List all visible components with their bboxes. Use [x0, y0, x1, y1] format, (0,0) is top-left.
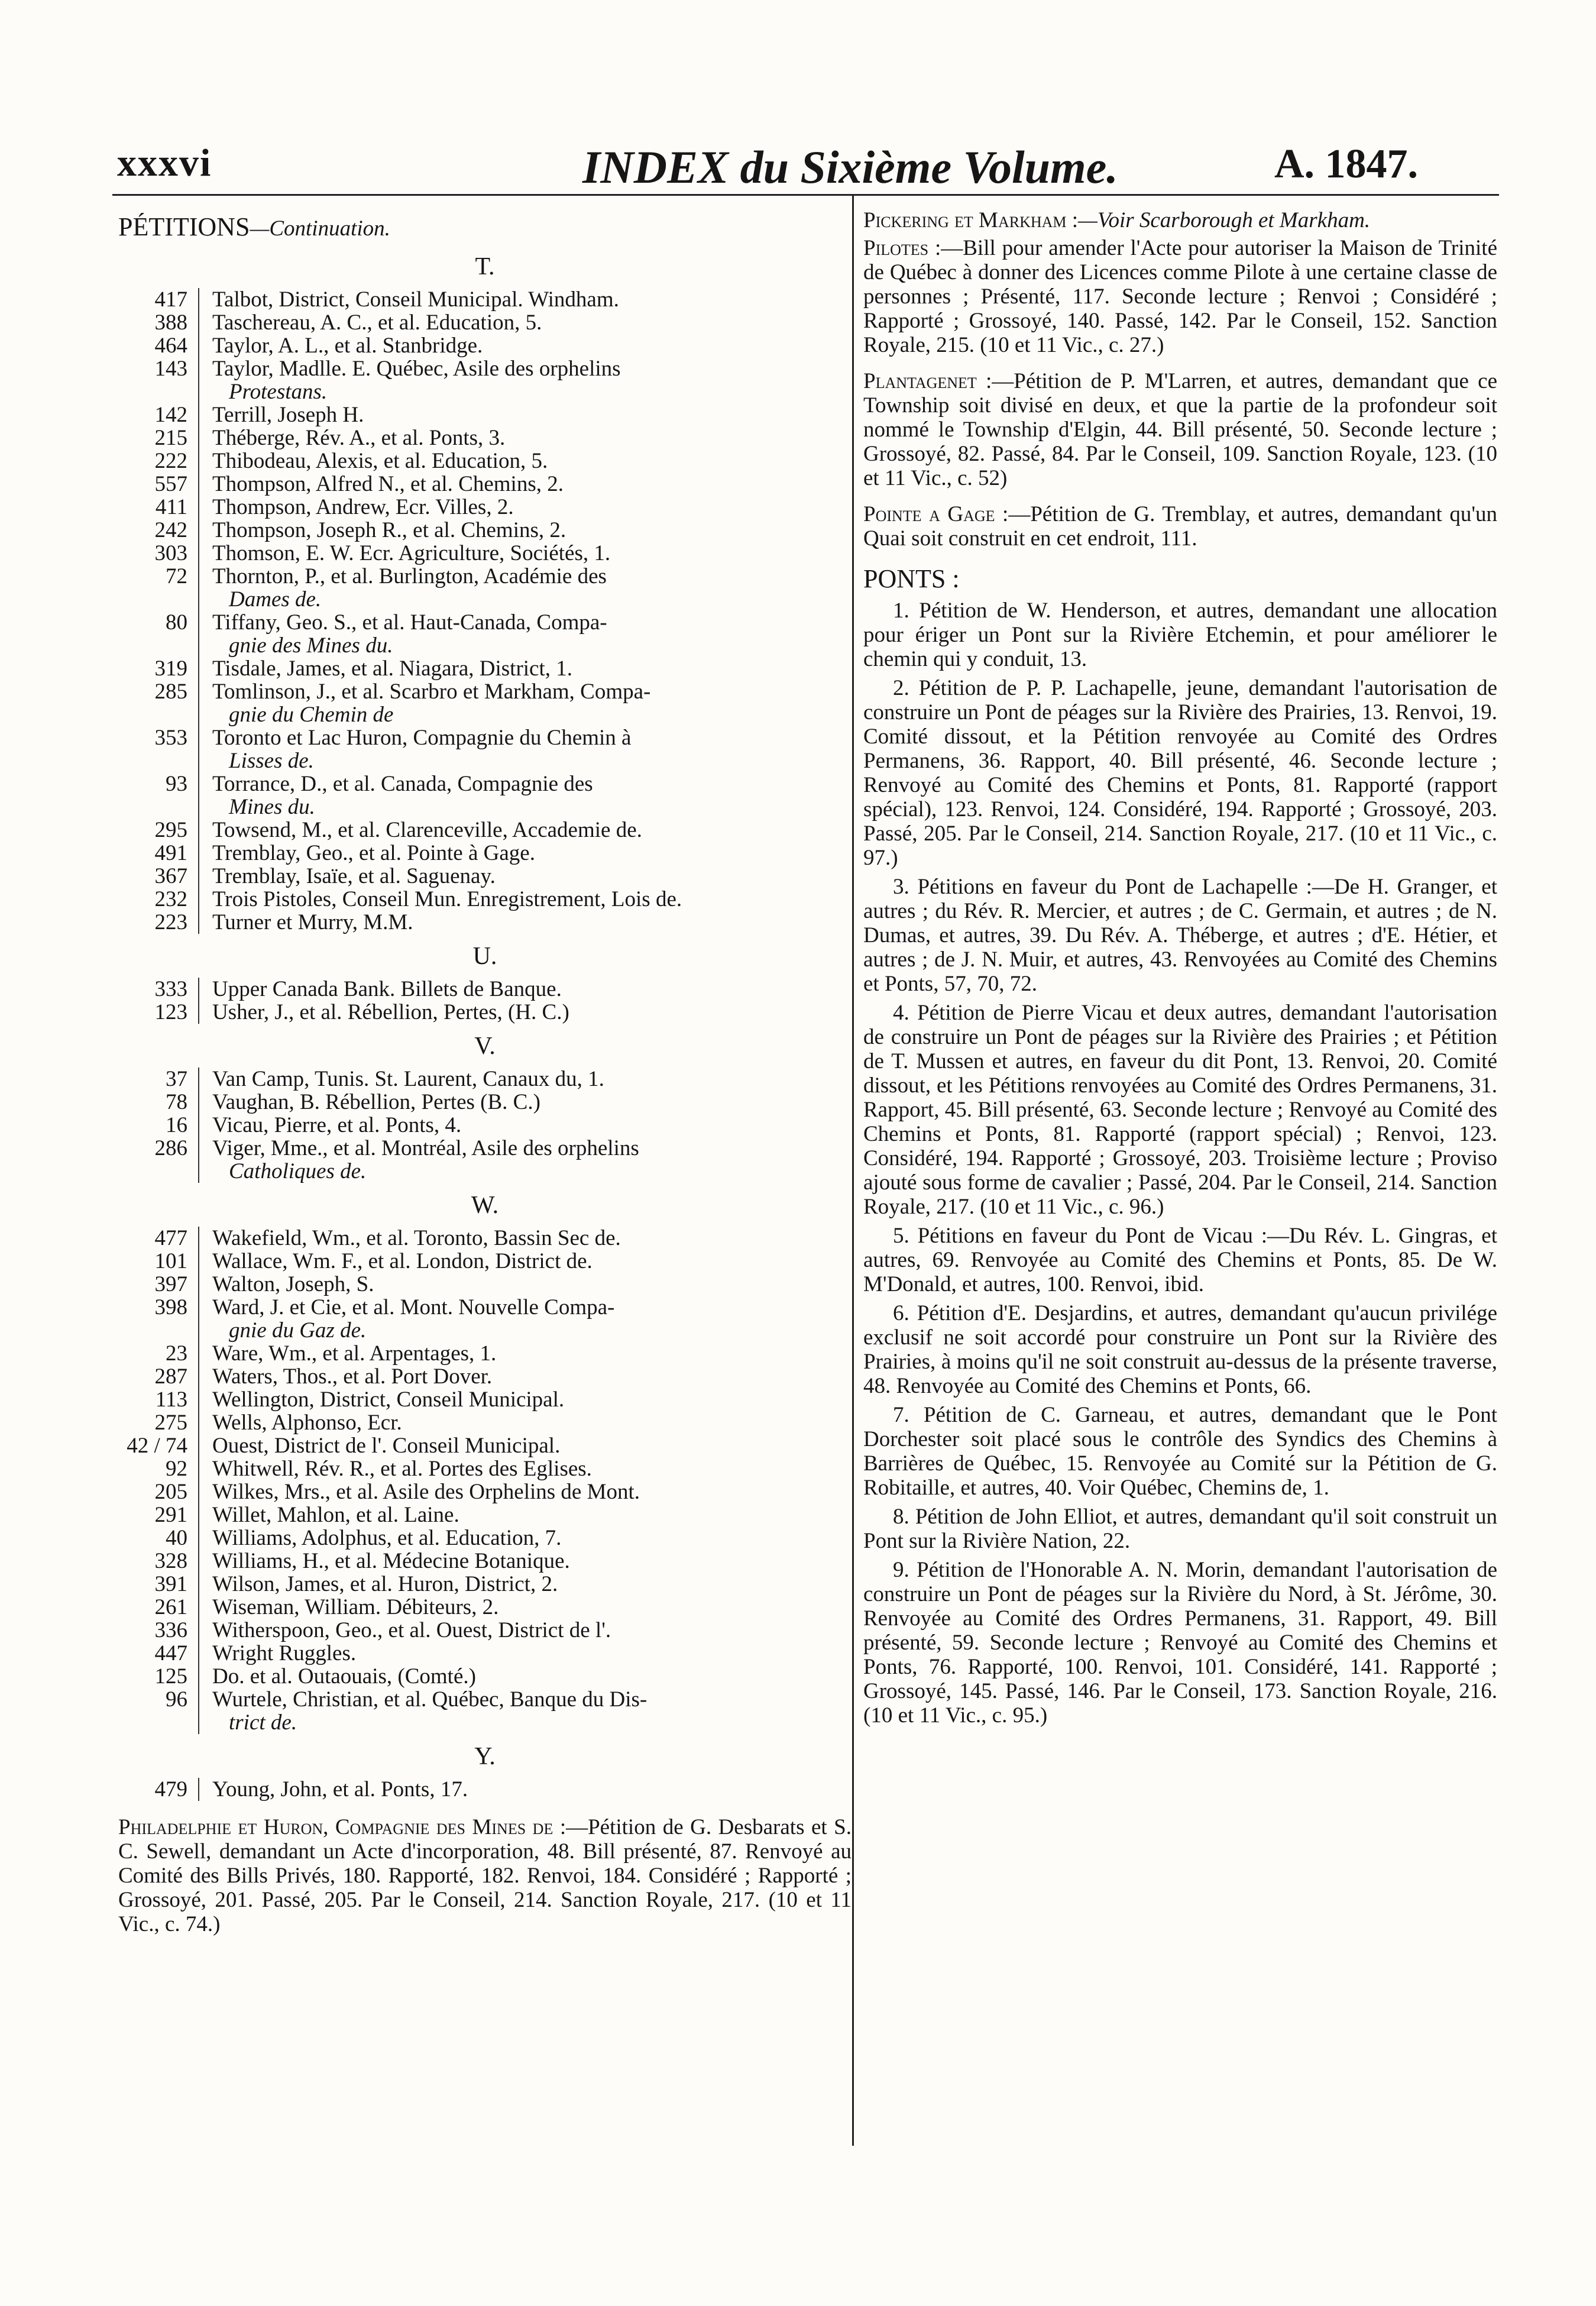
petitioner — [198, 1573, 852, 1596]
entry-text: Terrill, Joseph H. — [212, 403, 364, 427]
index-row — [118, 1596, 852, 1619]
entry-text: Wilkes, Mrs., et al. Asile des Orphelins de Mont. — [212, 1480, 640, 1504]
index-row — [118, 1388, 852, 1411]
page-ref: 232 — [154, 887, 187, 911]
petitioner — [198, 1068, 852, 1091]
page-title: INDEX du Sixième Volume. — [582, 141, 1118, 193]
petitioner — [198, 1273, 852, 1296]
entry-text: Thomson, E. W. Ecr. Agriculture, Sociétés, 1. — [212, 541, 611, 565]
index-row — [118, 473, 852, 496]
index-row — [118, 1001, 852, 1024]
page-ref: 291 — [154, 1503, 187, 1527]
index-row — [118, 1550, 852, 1573]
petitioner — [198, 565, 852, 611]
entry-text: Turner et Murry, M.M. — [212, 910, 413, 934]
page-ref: 261 — [154, 1595, 187, 1619]
petitioner — [198, 288, 852, 311]
entry-text: Toronto et Lac Huron, Compagnie du Chemin à — [212, 726, 632, 750]
entry-text: Vaughan, B. Rébellion, Pertes (B. C.) — [212, 1090, 540, 1114]
index-row — [118, 888, 852, 911]
petitioner — [198, 842, 852, 865]
ponts-item: 8. Pétition de John Elliot, et autres, demandant qu'il soit construit un Pont sur la Rivière Nation, 22. — [863, 1505, 1497, 1553]
page-ref: 275 — [154, 1411, 187, 1435]
page-ref: 303 — [154, 541, 187, 565]
petitioner — [198, 611, 852, 657]
page-ref: 391 — [154, 1572, 187, 1596]
petitioner — [198, 311, 852, 334]
entry-text: Upper Canada Bank. Billets de Banque. — [212, 977, 562, 1001]
petitioner — [198, 1411, 852, 1434]
entry-continuation: gnie du Chemin de — [229, 703, 394, 727]
index-row — [118, 1296, 852, 1342]
index-row — [118, 1227, 852, 1250]
petitioner — [198, 1365, 852, 1388]
entry-continuation: Catholiques de. — [229, 1159, 367, 1183]
petition-index — [118, 253, 852, 1801]
index-row — [118, 1273, 852, 1296]
index-row — [118, 772, 852, 819]
index-row — [118, 357, 852, 403]
petitioner — [198, 911, 852, 934]
page-ref: 93 — [166, 772, 187, 796]
page-header — [0, 141, 1596, 206]
ponts-item: 3. Pétitions en faveur du Pont de Lachapelle :—De H. Granger, et autres ; du Rév. R. Mercier, et autres ; de C. Germain, et autres ; de N. Dumas, et autres, 39. Du Rév. A. Théberge, et autres ; d'E. Hétier, et autres ; de J. N. Muir, et autres, 43. Renvoyées au Comité des Chemins et Ponts, 57, 70, 72. — [863, 875, 1497, 996]
index-row — [118, 1342, 852, 1365]
petitioner — [198, 1526, 852, 1550]
petitions-heading: PÉTITIONS—Continuation. — [118, 212, 390, 241]
index-row — [118, 726, 852, 772]
plantagenet-entry: Plantagenet :—Pétition de P. M'Larren, et autres, demandant que ce Township soit divisé en deux, et que la partie de la profondeur soit nommé le Township d'Elgin, 44. Bill présenté, 50. Seconde lecture ; Grossoyé, 82. Passé, 84. Par le Conseil, 109. Sanction Royale, 123. (10 et 11 Vic., c. 52) — [863, 369, 1497, 490]
petitioner — [198, 519, 852, 542]
page-ref: 336 — [154, 1618, 187, 1642]
page-number: xxxvi — [117, 141, 212, 185]
page-ref: 417 — [154, 287, 187, 312]
index-row — [118, 1114, 852, 1137]
petitioner — [198, 449, 852, 473]
entry-text: Whitwell, Rév. R., et al. Portes des Eglises. — [212, 1457, 592, 1481]
entry-text: Wellington, District, Conseil Municipal. — [212, 1388, 565, 1412]
petitioner — [198, 657, 852, 680]
page-ref: 319 — [154, 656, 187, 681]
pickering-entry: Pickering et Markham :—Voir Scarborough et Markham. — [863, 208, 1371, 232]
page-ref: 223 — [154, 910, 187, 934]
petitioner — [198, 403, 852, 426]
petitioner — [198, 1619, 852, 1642]
entry-text: Witherspoon, Geo., et al. Ouest, District de l'. — [212, 1618, 611, 1642]
page-ref: 479 — [154, 1777, 187, 1802]
page-ref: 295 — [154, 818, 187, 842]
entry-text: Thompson, Andrew, Ecr. Villes, 2. — [212, 495, 514, 519]
page-ref: 388 — [154, 311, 187, 335]
column-divider — [852, 194, 854, 2146]
index-row — [118, 1778, 852, 1801]
index-row — [118, 334, 852, 357]
index-row — [118, 519, 852, 542]
entry-text: Wright Ruggles. — [212, 1641, 357, 1665]
page-ref: 328 — [154, 1549, 187, 1573]
page-ref: 96 — [166, 1687, 187, 1712]
entry-text: Wurtele, Christian, et al. Québec, Banque du Dis- — [212, 1687, 648, 1712]
entry-text: Tomlinson, J., et al. Scarbro et Markham, Compa- — [212, 680, 651, 704]
entry-text: Taylor, Madlle. E. Québec, Asile des orphelins — [212, 357, 621, 381]
page-ref: 42 / 74 — [127, 1434, 187, 1458]
section-letter: W. — [471, 1192, 499, 1219]
ponts-item: 7. Pétition de C. Garneau, et autres, demandant que le Pont Dorchester soit placé sous le contrôle des Syndics des Chemins à Barrières de Québec, 15. Renvoyée au Comité sur la Pétition de G. Robitaille, et autres, 40. Voir Québec, Chemins de, 1. — [863, 1403, 1497, 1500]
index-row — [118, 403, 852, 426]
header-rule — [112, 194, 1499, 196]
page-ref: 447 — [154, 1641, 187, 1665]
petitioner — [198, 680, 852, 726]
index-row — [118, 1573, 852, 1596]
index-row — [118, 1068, 852, 1091]
index-row — [118, 611, 852, 657]
ponts-list — [863, 599, 1497, 1728]
page-ref: 333 — [154, 977, 187, 1001]
ponts-item: 4. Pétition de Pierre Vicau et deux autres, demandant l'autorisation de construire un Pont de péages sur la Rivière des Prairies ; et Pétition de T. Mussen et autres, en faveur du dit Pont, 13. Renvoi, 20. Comité dissout, et les Pétitions renvoyées au Comité des Ordres Permanens, 31. Rapport, 45. Bill présenté, 63. Seconde lecture ; Renvoyé au Comité des Chemins et Ponts, 81. Rapporté (rapport spécial) ; Renvoi, 123. Considéré, 194. Rapporté ; Grossoyé, 203. Troisième lecture ; Proviso ajouté sous forme de cavalier ; Passé, 204. Par le Conseil, 214. Sanction Royale, 217. (10 et 11 Vic., c. 96.) — [863, 1001, 1497, 1219]
entry-text: Usher, J., et al. Rébellion, Pertes, (H. C.) — [212, 1000, 569, 1024]
entry-text: Ward, J. et Cie, et al. Mont. Nouvelle Compa- — [212, 1295, 615, 1319]
entry-continuation: Protestans. — [229, 380, 328, 404]
section-letter: Y. — [474, 1743, 496, 1770]
page-ref: 78 — [166, 1090, 187, 1114]
ponts-item: 2. Pétition de P. P. Lachapelle, jeune, demandant l'autorisation de construire un Pont de péages sur la Rivière des Prairies, 13. Renvoi, 19. Comité dissout, et la Pétition renvoyée au Comité des Ordres Permanens, 36. Rapport, 40. Bill présenté, 46. Seconde lecture ; Renvoyé au Comité des Chemins et Ponts, 81. Rapporté (rapport spécial), 123. Renvoi, 124. Considéré, 194. Rapporté ; Grossoyé, 203. Passé, 205. Par le Conseil, 214. Sanction Royale, 217. (10 et 11 Vic., c. 97.) — [863, 676, 1497, 870]
petitioner — [198, 1137, 852, 1183]
entry-text: Thompson, Alfred N., et al. Chemins, 2. — [212, 472, 564, 496]
page-ref: 286 — [154, 1136, 187, 1160]
petitioner — [198, 1114, 852, 1137]
index-row — [118, 426, 852, 449]
left-column — [118, 212, 852, 1936]
page-ref: 205 — [154, 1480, 187, 1504]
ponts-item: 9. Pétition de l'Honorable A. N. Morin, demandant l'autorisation de construire un Pont de péages sur la Rivière du Nord, à St. Jérôme, 30. Renvoyée au Comité des Ordres Permanens, 31. Rapport, 49. Bill présenté, 59. Seconde lecture ; Renvoyé au Comité des Chemins et Ponts, 76. Rapporté, 100. Renvoi, 101. Considéré, 141. Rapporté ; Grossoyé, 145. Passé, 146. Par le Conseil, 173. Sanction Royale, 216. (10 et 11 Vic., c. 95.) — [863, 1558, 1497, 1728]
ponts-item: 5. Pétitions en faveur du Pont de Vicau :—Du Rév. L. Gingras, et autres, 69. Renvoyée au Comité des Chemins et Ponts, 85. De W. M'Donald, et autres, 100. Renvoi, ibid. — [863, 1224, 1497, 1296]
entry-continuation: gnie des Mines du. — [229, 633, 393, 658]
petitioner — [198, 888, 852, 911]
page-ref: 80 — [166, 610, 187, 635]
petitioner — [198, 865, 852, 888]
index-row — [118, 1526, 852, 1550]
page-ref: 143 — [154, 357, 187, 381]
page-ref: 353 — [154, 726, 187, 750]
page-ref: 411 — [155, 495, 187, 519]
philadelphie-entry: Philadelphie et Huron, Compagnie des Mines de :—Pétition de G. Desbarats et S. C. Sewell, demandant un Acte d'incorporation, 48. Bill présenté, 87. Renvoyé au Comité des Bills Privés, 180. Rapporté, 182. Renvoi, 184. Considéré ; Rapporté ; Grossoyé, 201. Passé, 205. Par le Conseil, 214. Sanction Royale, 217. (10 et 11 Vic., c. 74.) — [118, 1815, 852, 1936]
pointe-a-gage-entry: Pointe a Gage :—Pétition de G. Tremblay, et autres, demandant qu'un Quai soit construit en cet endroit, 111. — [863, 502, 1498, 551]
page-ref: 287 — [154, 1364, 187, 1389]
page-ref: 367 — [154, 864, 187, 888]
entry-text: Williams, H., et al. Médecine Botanique. — [212, 1549, 570, 1573]
page-ref: 92 — [166, 1457, 187, 1481]
index-row — [118, 1434, 852, 1457]
index-row — [118, 1137, 852, 1183]
page-ref: 491 — [154, 841, 187, 865]
petitioner — [198, 1665, 852, 1688]
entry-text: Wakefield, Wm., et al. Toronto, Bassin Sec de. — [212, 1226, 621, 1250]
entry-text: Théberge, Rév. A., et al. Ponts, 3. — [212, 426, 506, 450]
page-ref: 285 — [154, 680, 187, 704]
page-ref: 123 — [154, 1000, 187, 1024]
index-row — [118, 565, 852, 611]
page-ref: 72 — [166, 564, 187, 588]
index-row — [118, 1411, 852, 1434]
entry-text: Do. et al. Outaouais, (Comté.) — [212, 1664, 476, 1689]
index-row — [118, 496, 852, 519]
index-row — [118, 449, 852, 473]
index-row — [118, 1503, 852, 1526]
petitioner — [198, 819, 852, 842]
page-ref: 222 — [154, 449, 187, 473]
page-ref: 242 — [154, 518, 187, 542]
section-letter: U. — [472, 943, 497, 970]
petitioner — [198, 1001, 852, 1024]
index-row — [118, 288, 852, 311]
page-ref: 125 — [154, 1664, 187, 1689]
index-row — [118, 1480, 852, 1503]
index-row — [118, 680, 852, 726]
page-ref: 23 — [166, 1341, 187, 1366]
entry-text: Thibodeau, Alexis, et al. Education, 5. — [212, 449, 548, 473]
entry-text: Tiffany, Geo. S., et al. Haut-Canada, Compa- — [212, 610, 607, 635]
entry-text: Thornton, P., et al. Burlington, Académie des — [212, 564, 607, 588]
petitioner — [198, 1342, 852, 1365]
section-letter: T. — [475, 253, 495, 280]
petitioner — [198, 1480, 852, 1503]
petitioner — [198, 1688, 852, 1734]
page-ref: 16 — [166, 1113, 187, 1137]
petitioner — [198, 1227, 852, 1250]
ponts-item: 1. Pétition de W. Henderson, et autres, demandant une allocation pour ériger un Pont sur la Rivière Etchemin, et pour améliorer le chemin qui y conduit, 13. — [863, 599, 1497, 671]
entry-text: Trois Pistoles, Conseil Mun. Enregistrement, Lois de. — [212, 887, 682, 911]
entry-text: Tisdale, James, et al. Niagara, District, 1. — [212, 656, 573, 681]
entry-text: Walton, Joseph, S. — [212, 1272, 374, 1296]
entry-text: Willet, Mahlon, et al. Laine. — [212, 1503, 459, 1527]
index-row — [118, 842, 852, 865]
entry-text: Torrance, D., et al. Canada, Compagnie des — [212, 772, 593, 796]
page-year: A. 1847. — [1274, 141, 1419, 187]
page-ref: 40 — [166, 1526, 187, 1550]
entry-continuation: trict de. — [229, 1710, 297, 1735]
index-row — [118, 1091, 852, 1114]
entry-text: Young, John, et al. Ponts, 17. — [212, 1777, 468, 1802]
petitioner — [198, 1434, 852, 1457]
petitioner — [198, 1642, 852, 1665]
entry-text: Waters, Thos., et al. Port Dover. — [212, 1364, 493, 1389]
entry-text: Wilson, James, et al. Huron, District, 2. — [212, 1572, 558, 1596]
right-column — [863, 208, 1497, 1728]
petitioner — [198, 1388, 852, 1411]
index-row — [118, 1365, 852, 1388]
index-row — [118, 1688, 852, 1734]
index-row — [118, 1619, 852, 1642]
page-ref: 464 — [154, 334, 187, 358]
page-ref: 397 — [154, 1272, 187, 1296]
page-ref: 215 — [154, 426, 187, 450]
petitioner — [198, 334, 852, 357]
entry-text: Vicau, Pierre, et al. Ponts, 4. — [212, 1113, 462, 1137]
entry-text: Tremblay, Geo., et al. Pointe à Gage. — [212, 841, 535, 865]
petitioner — [198, 426, 852, 449]
petitioner — [198, 1296, 852, 1342]
petitioner — [198, 772, 852, 819]
page-ref: 101 — [154, 1249, 187, 1273]
ponts-item: 6. Pétition d'E. Desjardins, et autres, demandant qu'aucun privilége exclusif ne soit accordé pour construire un Pont sur la Rivière des Prairies, à moins qu'il ne soit construit au-dessus de la présente traverse, 48. Renvoyée au Comité des Chemins et Ponts, 66. — [863, 1301, 1497, 1398]
petitioner — [198, 1778, 852, 1801]
page-ref: 477 — [154, 1226, 187, 1250]
petitioner — [198, 357, 852, 403]
page-ref: 37 — [166, 1067, 187, 1091]
ponts-heading: PONTS : — [863, 564, 960, 593]
entry-text: Wallace, Wm. F., et al. London, District de. — [212, 1249, 593, 1273]
petitioner — [198, 1596, 852, 1619]
entry-text: Van Camp, Tunis. St. Laurent, Canaux du, 1. — [212, 1067, 604, 1091]
entry-text: Taschereau, A. C., et al. Education, 5. — [212, 311, 542, 335]
index-row — [118, 1250, 852, 1273]
petitioner — [198, 726, 852, 772]
petitioner — [198, 1503, 852, 1526]
entry-continuation: Dames de. — [229, 587, 322, 612]
index-row — [118, 542, 852, 565]
index-row — [118, 865, 852, 888]
entry-text: Tremblay, Isaïe, et al. Saguenay. — [212, 864, 496, 888]
index-row — [118, 1665, 852, 1688]
index-row — [118, 657, 852, 680]
entry-text: Towsend, M., et al. Clarenceville, Accademie de. — [212, 818, 642, 842]
pilotes-entry: Pilotes :—Bill pour amender l'Acte pour autoriser la Maison de Trinité de Québec à donner des Licences comme Pilote à une certaine classe de personnes ; Présenté, 117. Seconde lecture ; Renvoi ; Considéré ; Rapporté ; Grossoyé, 140. Passé, 142. Par le Conseil, 152. Sanction Royale, 215. (10 et 11 Vic., c. 27.) — [863, 236, 1497, 357]
entry-continuation: gnie du Gaz de. — [229, 1318, 367, 1343]
page-ref: 557 — [154, 472, 187, 496]
petitioner — [198, 1550, 852, 1573]
petitioner — [198, 1091, 852, 1114]
entry-text: Wells, Alphonso, Ecr. — [212, 1411, 402, 1435]
entry-text: Taylor, A. L., et al. Stanbridge. — [212, 334, 483, 358]
index-row — [118, 819, 852, 842]
page-ref: 398 — [154, 1295, 187, 1319]
index-row — [118, 311, 852, 334]
index-row — [118, 1457, 852, 1480]
index-row — [118, 1642, 852, 1665]
entry-text: Wiseman, William. Débiteurs, 2. — [212, 1595, 499, 1619]
entry-continuation: Mines du. — [229, 795, 315, 819]
entry-text: Ouest, District de l'. Conseil Municipal. — [212, 1434, 561, 1458]
entry-text: Ware, Wm., et al. Arpentages, 1. — [212, 1341, 497, 1366]
petitioner — [198, 978, 852, 1001]
petitioner — [198, 473, 852, 496]
entry-text: Thompson, Joseph R., et al. Chemins, 2. — [212, 518, 566, 542]
petitioner — [198, 1250, 852, 1273]
petitioner — [198, 496, 852, 519]
index-row — [118, 911, 852, 934]
index-row — [118, 978, 852, 1001]
section-letter: V. — [474, 1033, 496, 1060]
page-ref: 142 — [154, 403, 187, 427]
entry-text: Williams, Adolphus, et al. Education, 7. — [212, 1526, 562, 1550]
entry-continuation: Lisses de. — [229, 749, 314, 773]
petitioner — [198, 542, 852, 565]
petitioner — [198, 1457, 852, 1480]
page-ref: 113 — [155, 1388, 187, 1412]
entry-text: Viger, Mme., et al. Montréal, Asile des orphelins — [212, 1136, 639, 1160]
entry-text: Talbot, District, Conseil Municipal. Windham. — [212, 287, 619, 312]
